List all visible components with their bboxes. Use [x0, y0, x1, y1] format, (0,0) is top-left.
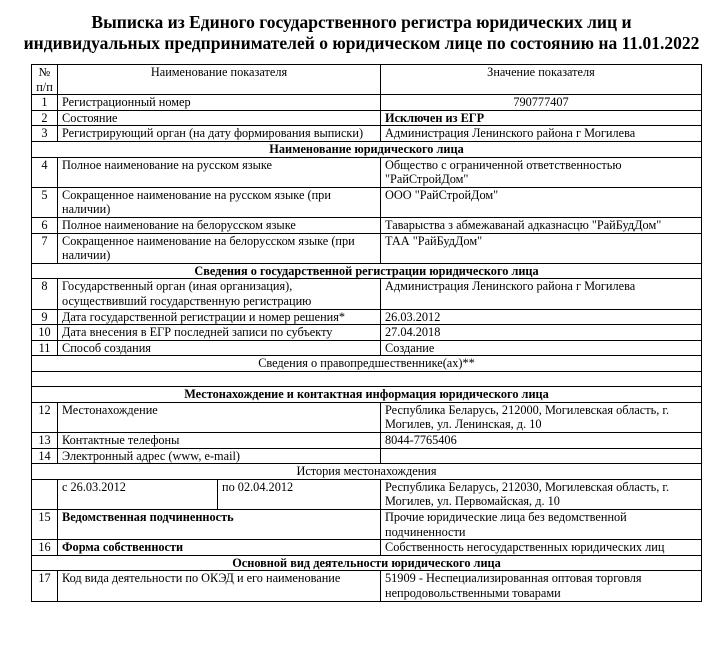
row-num: 16	[32, 540, 58, 556]
table-row	[32, 279, 702, 309]
section-title: Наименование юридического лица	[32, 141, 702, 157]
table-row	[32, 448, 702, 464]
row-num: 13	[32, 433, 58, 449]
table-row	[32, 95, 702, 111]
row-value: Прочие юридические лица без ведомственной подчиненности	[381, 510, 702, 540]
row-num: 5	[32, 187, 58, 217]
table-row	[32, 340, 702, 356]
document-title	[0, 12, 723, 54]
table-row	[32, 110, 702, 126]
row-num: 11	[32, 340, 58, 356]
section-header-row	[32, 141, 702, 157]
row-num: 15	[32, 510, 58, 540]
register-extract-table	[31, 64, 702, 602]
empty-cell	[32, 372, 702, 387]
row-label: Местонахождение	[58, 402, 381, 432]
history-from: с 26.03.2012	[58, 479, 218, 509]
row-label: Сокращенное наименование на русском языке (при наличии)	[58, 187, 381, 217]
row-label: Дата государственной регистрации и номер решения*	[58, 309, 381, 325]
row-num: 8	[32, 279, 58, 309]
header-num-line1: №	[38, 65, 51, 79]
table-row	[32, 402, 702, 432]
row-label: Код вида деятельности по ОКЭД и его наименование	[58, 571, 381, 601]
row-value: 27.04.2018	[381, 325, 702, 341]
row-value: Администрация Ленинского района г Могилева	[381, 126, 702, 142]
table-row	[32, 157, 702, 187]
section-title: Основной вид деятельности юридического лица	[32, 555, 702, 571]
empty-row	[32, 372, 702, 387]
row-value: 51909 - Неспециализированная оптовая торговля непродовольственными товарами	[381, 571, 702, 601]
row-num: 10	[32, 325, 58, 341]
row-label: Регистрирующий орган (на дату формирования выписки)	[58, 126, 381, 142]
header-num-line2: п/п	[36, 79, 53, 94]
row-value: ООО "РайСтройДом"	[381, 187, 702, 217]
history-value: Республика Беларусь, 212030, Могилевская область, г. Могилев, ул. Первомайская, д. 10	[381, 479, 702, 509]
section-title: Местонахождение и контактная информация юридического лица	[32, 387, 702, 403]
table-row	[32, 187, 702, 217]
row-label: Государственный орган (иная организация), осуществивший государственную регистрацию	[58, 279, 381, 309]
history-row	[32, 479, 702, 509]
history-title: История местонахождения	[32, 464, 702, 480]
row-label: Электронный адрес (www, e-mail)	[58, 448, 381, 464]
predecessors-row	[32, 356, 702, 372]
table-row	[32, 233, 702, 263]
row-value: Собственность негосударственных юридических лиц	[381, 540, 702, 556]
history-to: по 02.04.2012	[218, 479, 381, 509]
predecessors-title: Сведения о правопредшественнике(ах)**	[32, 356, 702, 372]
row-label: Регистрационный номер	[58, 95, 381, 111]
table-row	[32, 217, 702, 233]
row-value: 8044-7765406	[381, 433, 702, 449]
section-header-row	[32, 387, 702, 403]
row-value: Создание	[381, 340, 702, 356]
row-label: Способ создания	[58, 340, 381, 356]
section-title: Сведения о государственной регистрации юридического лица	[32, 263, 702, 279]
table-row	[32, 433, 702, 449]
history-header-row	[32, 464, 702, 480]
row-value: Таварыства з абмежаванай адказнасцю "РайБудДом"	[381, 217, 702, 233]
row-num: 1	[32, 95, 58, 111]
header-num	[32, 65, 58, 95]
row-value: 790777407	[381, 95, 702, 111]
row-num: 7	[32, 233, 58, 263]
row-label: Ведомственная подчиненность	[58, 510, 381, 540]
table-row	[32, 510, 702, 540]
header-value: Значение показателя	[381, 65, 702, 95]
row-num: 3	[32, 126, 58, 142]
row-value: 26.03.2012	[381, 309, 702, 325]
row-value: Администрация Ленинского района г Могилева	[381, 279, 702, 309]
row-num: 14	[32, 448, 58, 464]
row-num	[32, 479, 58, 509]
title-line-2: индивидуальных предпринимателей о юридическом лице по состоянию на 11.01.2022	[23, 33, 700, 53]
row-num: 17	[32, 571, 58, 601]
table-row	[32, 126, 702, 142]
row-num: 2	[32, 110, 58, 126]
table-row	[32, 571, 702, 601]
row-value: Общество с ограниченной ответственностью "РайСтройДом"	[381, 157, 702, 187]
row-label: Полное наименование на русском языке	[58, 157, 381, 187]
row-label: Сокращенное наименование на белорусском языке (при наличии)	[58, 233, 381, 263]
row-label: Контактные телефоны	[58, 433, 381, 449]
row-label: Дата внесения в ЕГР последней записи по субъекту	[58, 325, 381, 341]
row-label: Полное наименование на белорусском языке	[58, 217, 381, 233]
table-row	[32, 309, 702, 325]
header-indicator: Наименование показателя	[58, 65, 381, 95]
row-value: ТАА "РайБудДом"	[381, 233, 702, 263]
row-value: Республика Беларусь, 212000, Могилевская область, г. Могилев, ул. Ленинская, д. 10	[381, 402, 702, 432]
table-header-row	[32, 65, 702, 95]
table-row	[32, 540, 702, 556]
row-label: Форма собственности	[58, 540, 381, 556]
row-num: 12	[32, 402, 58, 432]
section-header-row	[32, 263, 702, 279]
row-label: Состояние	[58, 110, 381, 126]
row-num: 6	[32, 217, 58, 233]
row-value: Исключен из ЕГР	[381, 110, 702, 126]
row-value	[381, 448, 702, 464]
title-line-1: Выписка из Единого государственного регистра юридических лиц и	[91, 12, 632, 32]
row-num: 9	[32, 309, 58, 325]
row-num: 4	[32, 157, 58, 187]
section-header-row	[32, 555, 702, 571]
table-row	[32, 325, 702, 341]
